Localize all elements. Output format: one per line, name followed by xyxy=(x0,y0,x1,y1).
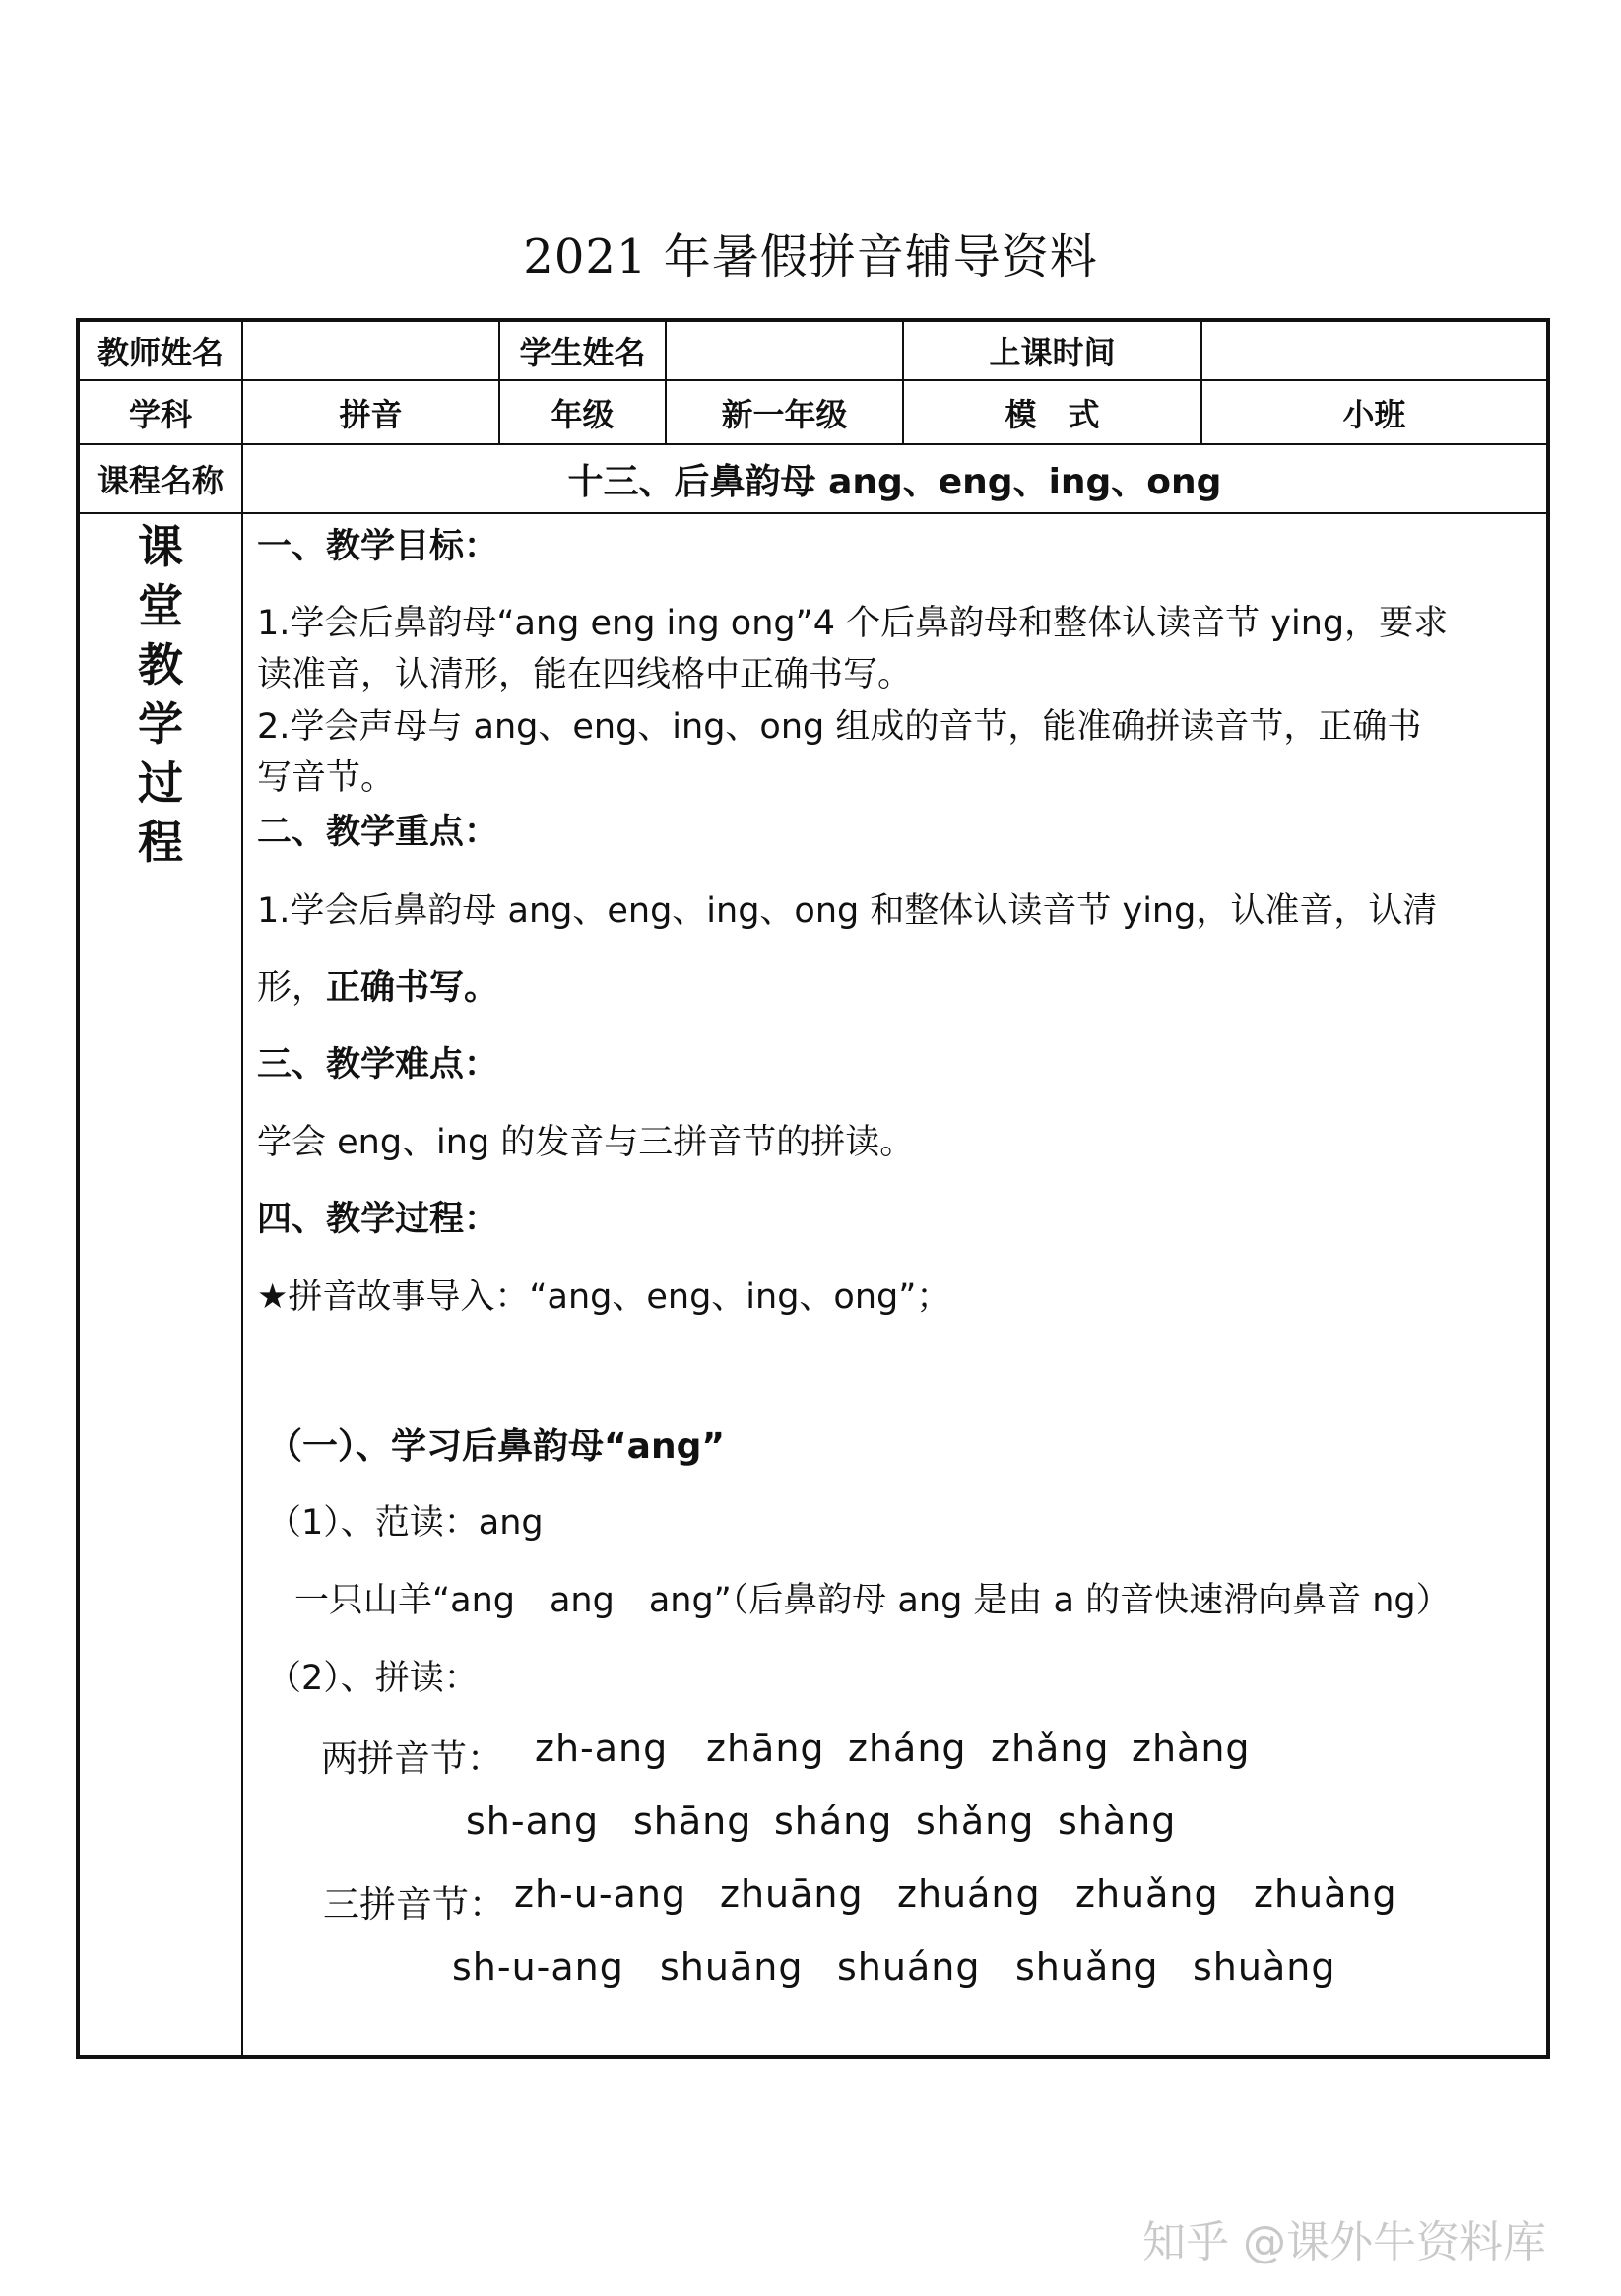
difficulty-heading: 三、教学难点： xyxy=(257,1045,499,1084)
side-char: 课 xyxy=(138,520,183,573)
side-char: 堂 xyxy=(138,579,183,632)
syllable: sháng xyxy=(774,1800,893,1843)
page-title: 2021 年暑假拼音辅导资料 xyxy=(523,230,1098,285)
row-divider xyxy=(80,512,1546,514)
syllable: zhuàng xyxy=(1254,1872,1397,1916)
mode-value: 小班 xyxy=(1342,395,1406,433)
subject-value: 拼音 xyxy=(339,395,403,433)
student-name-label: 学生姓名 xyxy=(519,334,646,371)
goal-heading: 一、教学目标： xyxy=(257,527,499,566)
section-ang-heading: （一）、学习后鼻韵母“ang” xyxy=(267,1426,726,1467)
syllable: zhuāng xyxy=(720,1872,864,1916)
process-heading: 四、教学过程： xyxy=(257,1200,499,1239)
syllable: zhuáng xyxy=(897,1872,1041,1916)
syllable: shuàng xyxy=(1193,1945,1336,1989)
side-char: 过 xyxy=(138,756,183,810)
story-intro: ★拼音故事导入：“ang、eng、ing、ong”； xyxy=(257,1278,951,1317)
syllable: sh-ang xyxy=(466,1800,600,1843)
course-name-label: 课程名称 xyxy=(97,462,224,499)
syllable: shuǎng xyxy=(1015,1945,1159,1989)
syllable: zh-u-ang xyxy=(514,1872,687,1916)
spelling-heading: （2）、拼读： xyxy=(267,1659,479,1698)
syllable: shàng xyxy=(1058,1800,1177,1843)
goal-1-line1: 1.学会后鼻韵母“ang eng ing ong”4 个后鼻韵母和整体认读音节 ying，要求 xyxy=(257,604,1449,643)
side-char: 教 xyxy=(138,638,183,691)
teacher-name-label: 教师姓名 xyxy=(97,334,224,371)
side-char: 学 xyxy=(138,697,183,751)
goal-2-line1: 2.学会声母与 ang、eng、ing、ong 组成的音节，能准确拼读音节，正确书 xyxy=(257,707,1422,747)
key-1-line1: 1.学会后鼻韵母 ang、eng、ing、ong 和整体认读音节 ying，认准音，认清 xyxy=(257,891,1438,931)
key-1-line2 xyxy=(257,960,498,1010)
student-name-field[interactable] xyxy=(667,322,902,379)
syllable: sh-u-ang xyxy=(452,1945,624,1989)
syllable: shǎng xyxy=(916,1800,1035,1843)
subject-label: 学科 xyxy=(128,395,192,433)
course-name-value: 十三、后鼻韵母 ang、eng、ing、ong xyxy=(567,461,1222,502)
syllable: shuāng xyxy=(660,1945,804,1989)
grade-label: 年级 xyxy=(551,395,615,433)
two-syllable-label: 两拼音节： xyxy=(321,1738,503,1780)
key-1-line2-bold: 正确书写。 xyxy=(326,968,499,1008)
lesson-table xyxy=(76,318,1550,2059)
side-char: 程 xyxy=(138,816,183,869)
key-1-line2-text: 形， xyxy=(257,968,327,1008)
syllable: shāng xyxy=(633,1800,752,1843)
difficulty-text: 学会 eng、ing 的发音与三拼音节的拼读。 xyxy=(257,1123,915,1162)
teacher-name-field[interactable] xyxy=(243,322,498,379)
syllable: zhāng xyxy=(706,1727,825,1770)
syllable: zhuǎng xyxy=(1075,1872,1219,1916)
class-time-label: 上课时间 xyxy=(989,334,1116,371)
teaching-process-side-label xyxy=(80,517,241,872)
syllable: zh-ang xyxy=(535,1727,669,1770)
mode-label: 模 式 xyxy=(1005,395,1100,433)
syllable: shuáng xyxy=(837,1945,981,1989)
watermark: 知乎 @课外牛资料库 xyxy=(1142,2217,1546,2267)
goal-2-line2: 写音节。 xyxy=(257,758,396,798)
syllable: zhǎng xyxy=(991,1727,1110,1770)
model-reading-heading: （1）、范读：ang xyxy=(267,1503,544,1542)
syllable: zhàng xyxy=(1132,1727,1251,1770)
three-syllable-label: 三拼音节： xyxy=(323,1883,505,1926)
column-divider xyxy=(241,322,243,2055)
class-time-field[interactable] xyxy=(1202,322,1546,379)
goal-1-line2: 读准音，认清形，能在四线格中正确书写。 xyxy=(257,655,913,694)
key-heading: 二、教学重点： xyxy=(257,813,499,852)
syllable: zháng xyxy=(848,1727,967,1770)
grade-value: 新一年级 xyxy=(721,395,848,433)
model-reading-text: 一只山羊“ang ang ang”（后鼻韵母 ang 是由 a 的音快速滑向鼻音 ng） xyxy=(294,1581,1451,1620)
